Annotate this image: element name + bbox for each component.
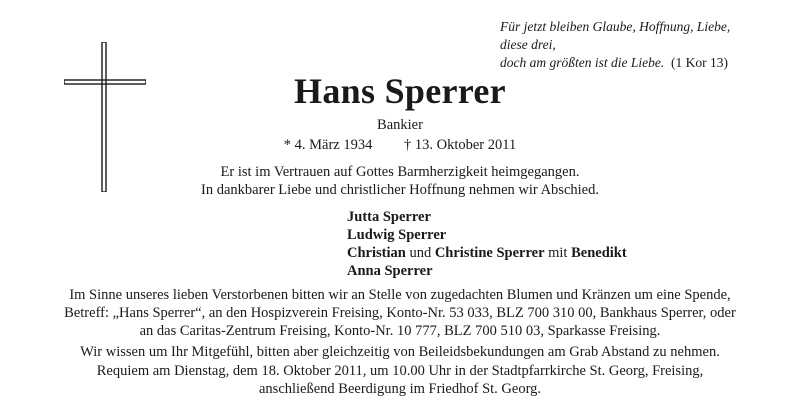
mourner-3-name-c: Benedikt: [571, 245, 627, 261]
requiem-line-1: Requiem am Dienstag, dem 18. Oktober 2011, um 10.00 Uhr in der Stadtpfarrkirche St. Georg, Freising,: [96, 363, 704, 379]
farewell-line-2: In dankbarer Liebe und christlicher Hoffnung nehmen wir Abschied.: [201, 182, 599, 198]
mourner-4-name: Anna Sperrer: [347, 263, 433, 279]
requiem-info: [0, 362, 800, 398]
donation-line-3: an das Caritas-Zentrum Freising, Konto-Nr. 10 777, BLZ 700 510 03, Sparkasse Freising.: [139, 323, 661, 339]
mourner-3-conj-2: mit: [544, 245, 572, 261]
donation-line-1: Im Sinne unseres lieben Verstorbenen bitten wir an Stelle von zugedachten Blumen und Kränzen um eine Spende,: [69, 287, 731, 303]
donation-line-2: Betreff: „Hans Sperrer“, an den Hospizverein Freising, Konto-Nr. 53 033, BLZ 700 310 00, Bankhaus Sperrer, oder: [64, 305, 736, 321]
mourner-3-name-a: Christian: [347, 245, 406, 261]
requiem-line-2: anschließend Beerdigung im Friedhof St. Georg.: [258, 381, 542, 397]
farewell-line-1: Er ist im Vertrauen auf Gottes Barmherzigkeit heimgegangen.: [220, 164, 580, 180]
quote-line-3-text: doch am größten ist die Liebe.: [500, 55, 665, 70]
mourner-3-name-b: Christine Sperrer: [434, 245, 545, 261]
quote-reference: (1 Kor 13): [671, 55, 728, 70]
life-dates: [0, 137, 800, 154]
mourner-1: [347, 208, 627, 226]
farewell-text: [0, 163, 800, 199]
condolence-note: Wir wissen um Ihr Mitgefühl, bitten aber gleichzeitig von Beileidsbekundungen am Grab Abstand zu nehmen.: [80, 344, 720, 360]
birth-date: * 4. März 1934: [283, 137, 373, 153]
donation-request: [0, 286, 800, 340]
mourner-2-name: Ludwig Sperrer: [347, 227, 447, 243]
mourner-2: [347, 226, 627, 244]
mourner-1-name: Jutta Sperrer: [347, 209, 431, 225]
deceased-name: Hans Sperrer: [294, 71, 506, 111]
deceased-profession: Bankier: [377, 117, 423, 133]
mourner-3-conj-1: und: [405, 245, 435, 261]
bible-quote: [500, 18, 790, 72]
quote-line-2: diese drei,: [500, 37, 556, 52]
quote-line-1: Für jetzt bleiben Glaube, Hoffnung, Liebe,: [500, 19, 731, 34]
mourners-list: [347, 208, 627, 280]
death-date: † 13. Oktober 2011: [403, 137, 517, 153]
mourner-4: [347, 262, 627, 280]
mourner-3: [347, 244, 627, 262]
